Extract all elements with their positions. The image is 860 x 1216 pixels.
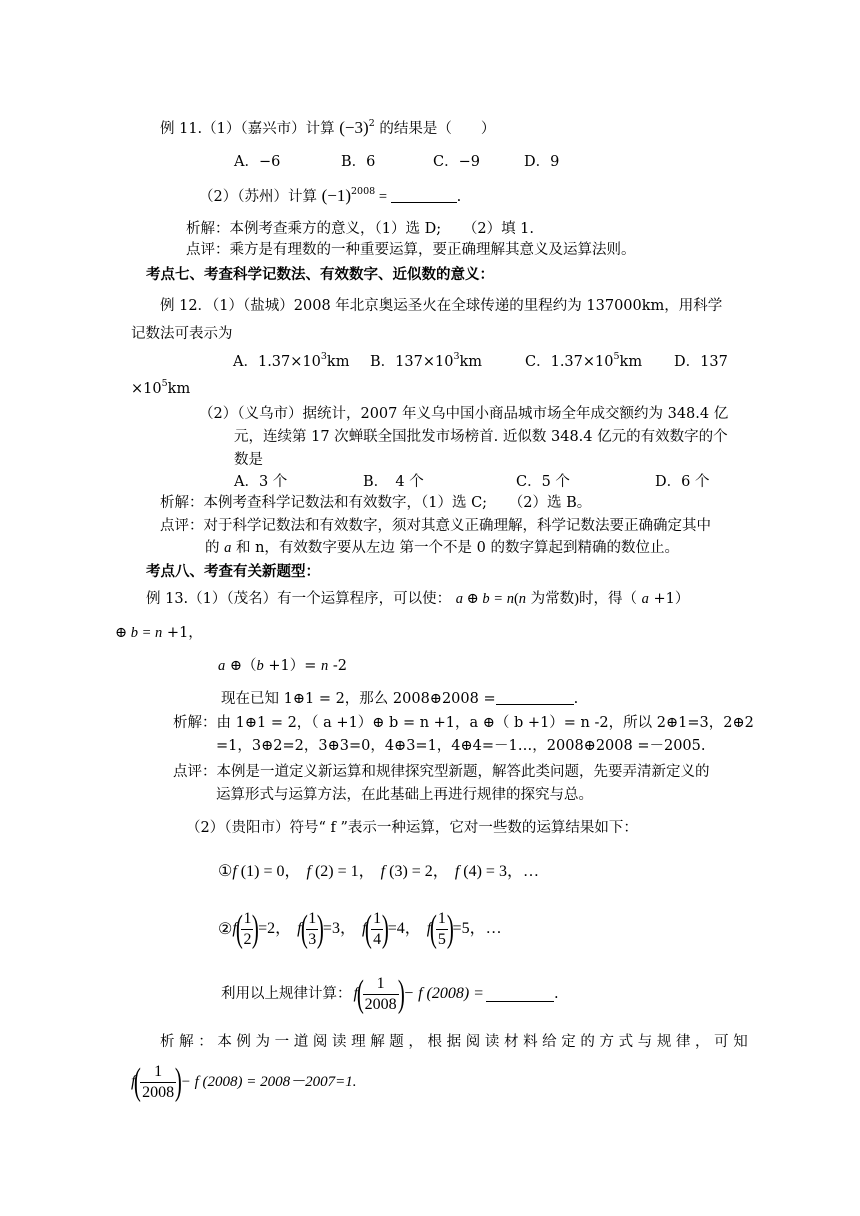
- ex13-line3: a ⊕（b +1）= n -2: [218, 658, 347, 674]
- function-value: f ( $\frac{1}{3}$ ) = 3 ，: [297, 908, 356, 950]
- ex12-comment-line1: 点评：对于科学记数法和有效数字，须对其意义正确理解，科学记数法要正确确定其中: [160, 518, 711, 534]
- ex12-q2-option-d: D．6 个: [655, 474, 710, 490]
- ex11-q2: （2）（苏州）计算 $(-1)^{2008}$ = .: [199, 186, 462, 205]
- ex12-q2-options: [0, 472, 860, 492]
- function-values-row1: [232, 861, 545, 880]
- function-value: f (1) = 0，: [232, 863, 301, 880]
- ex13-line1: 例 13.（1）（茂名）有一个运算程序，可以使： a ⊕ b = n(n 为常数)时，得（ a +1）: [146, 591, 690, 607]
- ex13-line2: ⊕ b = n +1，: [115, 625, 203, 641]
- function-value: f (3) = 2，: [380, 863, 449, 880]
- ex13-row1: ①f (1) = 0， f (2) = 1， f (3) = 2， f (4) = 3，…: [218, 861, 545, 882]
- ex13-analysis2-line1: 析 解 ： 本 例 为 一 道 阅 读 理 解 题 ， 根 据 阅 读 材 料 给 定 的 方 式 与 规 律 ， 可 知: [160, 1034, 748, 1050]
- ex11-option-a: A．−6: [234, 154, 281, 170]
- ex12-q2-option-c: C．5 个: [516, 474, 570, 490]
- ex11-comment: 点评：乘方是有理数的一种重要运算，要正确理解其意义及运算法则。: [186, 242, 636, 258]
- ex12-comment-line2: 的 a 和 n，有效数字要从左边 第一个不是 0 的数字算起到精确的数位止。: [205, 540, 679, 556]
- ex11-option-d: D．9: [524, 154, 560, 170]
- answer-blank: [496, 690, 574, 705]
- ex11-q1-expr: (−3): [339, 118, 369, 137]
- ex12-q2-option-a: A．3 个: [234, 474, 288, 490]
- ex12-analysis: 析解：本例考查科学记数法和有效数字，（1）选 C; （2）选 B。: [160, 495, 592, 511]
- section-8-heading: 考点八、考查有关新题型：: [146, 563, 320, 580]
- ex12-q1-options: [0, 352, 860, 372]
- ex12-q1-line2: 记数法可表示为: [131, 326, 233, 342]
- ex13-analysis2-line2: f ( $\frac{1}{2008}$ ) − f (2008) = 2008－2007=1.: [131, 1061, 357, 1103]
- ex13-analysis-line1: 析解：由 1⊕1 = 2，（ a +1）⊕ b = n +1，a ⊕（ b +1）= n -2，所以 2⊕1=3，2⊕2: [173, 715, 754, 731]
- function-values-row2: [232, 907, 507, 951]
- ex13-analysis-line2: =1，3⊕2=2，3⊕3=0，4⊕3=1，4⊕4=－1…，2008⊕2008 =－2005.: [216, 738, 706, 754]
- ex12-option-b: B．$137\times 10^3km$: [370, 351, 483, 370]
- ex13-comment-line2: 运算形式与运算方法，在此基础上再进行规律的探究与总。: [216, 787, 593, 803]
- ex13-row2: ② f ( $\frac{1}{2}$ ) = 2 ， f ( $\frac{1}{3}$ ) = 3 ， f ( $\frac{1}{4}$ ) = 4 ， f ( $\frac{1}{5}$ ) = 5 ，…: [218, 906, 508, 952]
- fraction: $\frac{1}{2008}$: [142, 1062, 175, 1101]
- ex11-analysis: 析解：本例考查乘方的意义，（1）选 D; （2）填 1.: [186, 221, 535, 237]
- ex12-option-a: A．$1.37\times 10^3km$: [233, 351, 350, 370]
- function-value: f ( $\frac{1}{5}$ ) = 5 ，…: [426, 908, 502, 950]
- ex11-q1: 例 11.（1）（嘉兴市）计算 $(-3)^2$ 的结果是（ ）: [160, 118, 496, 137]
- ex12-q2-line2: 元，连续第 17 次蝉联全国批发市场榜首. 近似数 348.4 亿元的有效数字的个: [234, 429, 728, 445]
- ex12-q2-line3: 数是: [234, 452, 263, 468]
- ex12-q2-option-b: B． 4 个: [363, 474, 424, 490]
- ex11-option-c: C．−9: [433, 154, 480, 170]
- function-value: f (2) = 1，: [306, 863, 375, 880]
- ex12-option-d: D．137: [674, 354, 728, 370]
- ex12-option-d-wrap: $\times 10^5km$: [131, 378, 191, 397]
- ex12-option-c: C．$1.37\times 10^5km$: [525, 351, 643, 370]
- answer-blank: [486, 987, 554, 1002]
- ex13-calc: 利用以上规律计算： f ( $\frac{1}{2008}$ ) − f (2008) = .: [221, 973, 559, 1015]
- function-value: f ( $\frac{1}{4}$ ) = 4 ，: [361, 908, 421, 950]
- section-7-heading: 考点七、考查科学记数法、有效数字、近似数的意义：: [146, 266, 494, 283]
- ex13-line4: 现在已知 1⊕1 = 2，那么 2008⊕2008 = .: [221, 691, 579, 707]
- function-value: f (4) = 3，…: [454, 863, 539, 880]
- ex11-q2-expr: (−1): [321, 186, 352, 205]
- function-value: f ( $\frac{1}{2}$ ) = 2 ，: [232, 908, 292, 950]
- ex11-option-b: B．6: [341, 154, 376, 170]
- ex13-comment-line1: 点评：本例是一道定义新运算和规律探究型新题，解答此类问题，先要弄清新定义的: [173, 764, 710, 780]
- answer-blank: [391, 188, 457, 203]
- ex11-options: [0, 152, 860, 172]
- fraction: $\frac{1}{2008}$: [364, 974, 397, 1013]
- ex12-q2-line1: （2）（义乌市）据统计，2007 年义乌中国小商品城市场全年成交额约为 348.4 亿: [199, 406, 729, 422]
- ex13-q2-line: （2）（贵阳市）符号“ f ”表示一种运算，它对一些数的运算结果如下：: [186, 820, 638, 836]
- ex12-q1-line1: 例 12．（1）（盐城）2008 年北京奥运圣火在全球传递的里程约为 137000km，用科学: [160, 298, 723, 314]
